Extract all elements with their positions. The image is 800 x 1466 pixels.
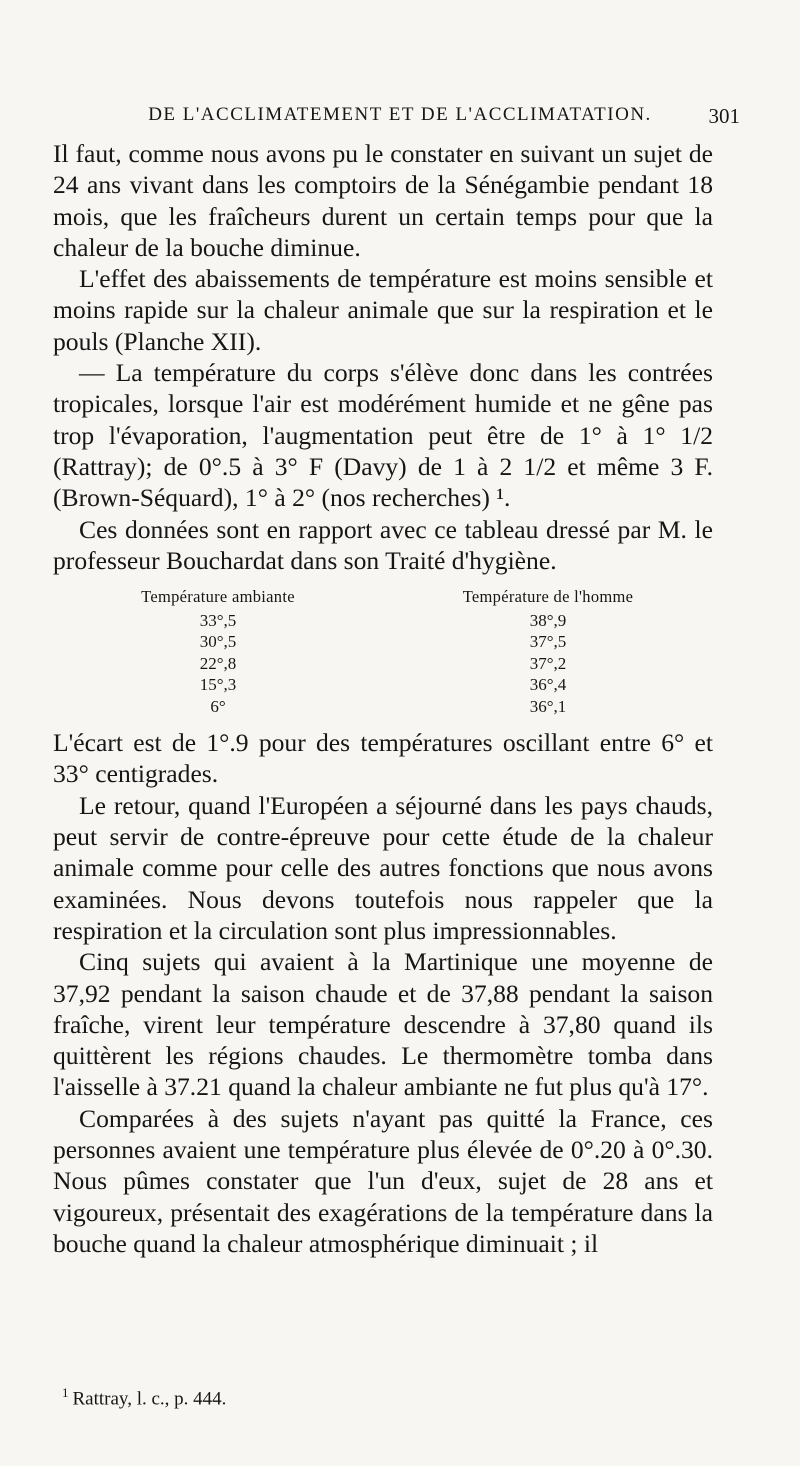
body-text	[53, 138, 713, 1259]
footnote-mark: 1	[62, 1385, 69, 1400]
table-cell: 15°,3	[199, 675, 237, 695]
table-cell: 37°,2	[529, 653, 567, 673]
table-row	[53, 674, 713, 696]
table-header-human: Température de l'homme	[462, 587, 634, 607]
table-cell: 30°,5	[199, 632, 237, 652]
footnote	[62, 1385, 226, 1410]
running-title: DE L'ACCLIMATEMENT ET DE L'ACCLIMATATION.	[148, 104, 652, 125]
paragraph: — La température du corps s'élève donc dans les contrées tropicales, lorsque l'air est modérément humide et ne gêne pas trop l'évaporation, l'augmentation peut être de 1° à 1° 1/2 (Rattray); de 0°.5 à 3° F (Davy) de 1 à 2 1/2 et même 3 F. (Brown-Séquard), 1° à 2° (nos recherches) ¹.	[53, 358, 713, 513]
table-row	[53, 631, 713, 653]
paragraph: Il faut, comme nous avons pu le constater en suivant un sujet de 24 ans vivant dans les comptoirs de la Sénégambie pendant 18 mois, que les fraîcheurs durent un certain temps pour que la chaleur de la bouche diminue.	[53, 139, 713, 262]
paragraph: Cinq sujets qui avaient à la Martinique une moyenne de 37,92 pendant la saison chaude et de 37,88 pendant la saison fraîche, virent leur température descendre à 37,80 quand ils quittèrent les régions chaudes. Le thermomètre tomba dans l'aisselle à 37.21 quand la chaleur ambiante ne fut plus qu'à 17°.	[53, 947, 713, 1102]
table-row	[53, 696, 713, 718]
table-cell: 22°,8	[199, 653, 237, 673]
table-cell: 33°,5	[199, 610, 237, 630]
table-header-ambient: Température ambiante	[141, 587, 295, 607]
table-cell: 6°	[210, 696, 226, 716]
footnote-text: Rattray, l. c., p. 444.	[72, 1388, 227, 1410]
page-number: 301	[708, 104, 740, 128]
table-cell: 36°,1	[529, 696, 567, 716]
table-cell: 36°,4	[529, 675, 567, 695]
running-head	[0, 104, 800, 134]
paragraph: Comparées à des sujets n'ayant pas quitté la France, ces personnes avaient une température plus élevée de 0°.20 à 0°.30. Nous pûmes constater que l'un d'eux, sujet de 28 ans et vigoureux, présentait des exagérations de la température dans la bouche quand la chaleur atmosphérique diminuait ; il	[53, 1103, 713, 1258]
paragraph: Ces données sont en rapport avec ce tableau dressé par M. le professeur Bouchardat dans son Traité d'hygiène.	[53, 514, 713, 575]
paragraph: Le retour, quand l'Européen a séjourné dans les pays chauds, peut servir de contre-épreuve pour cette étude de la chaleur animale comme pour celle des autres fonctions que nous avons examinées. Nous devons toutefois nous rappeler que la respiration et la circulation sont plus impressionnables.	[53, 790, 713, 945]
paragraph: L'écart est de 1°.9 pour des températures oscillant entre 6° et 33° centigrades.	[53, 728, 713, 789]
table-cell: 38°,9	[529, 610, 567, 630]
temperature-table	[53, 586, 713, 717]
table-row	[53, 610, 713, 632]
table-cell: 37°,5	[529, 632, 567, 652]
paragraph: L'effet des abaissements de température est moins sensible et moins rapide sur la chaleur animale que sur la respiration et le pouls (Planche XII).	[53, 264, 713, 356]
table-row	[53, 653, 713, 675]
